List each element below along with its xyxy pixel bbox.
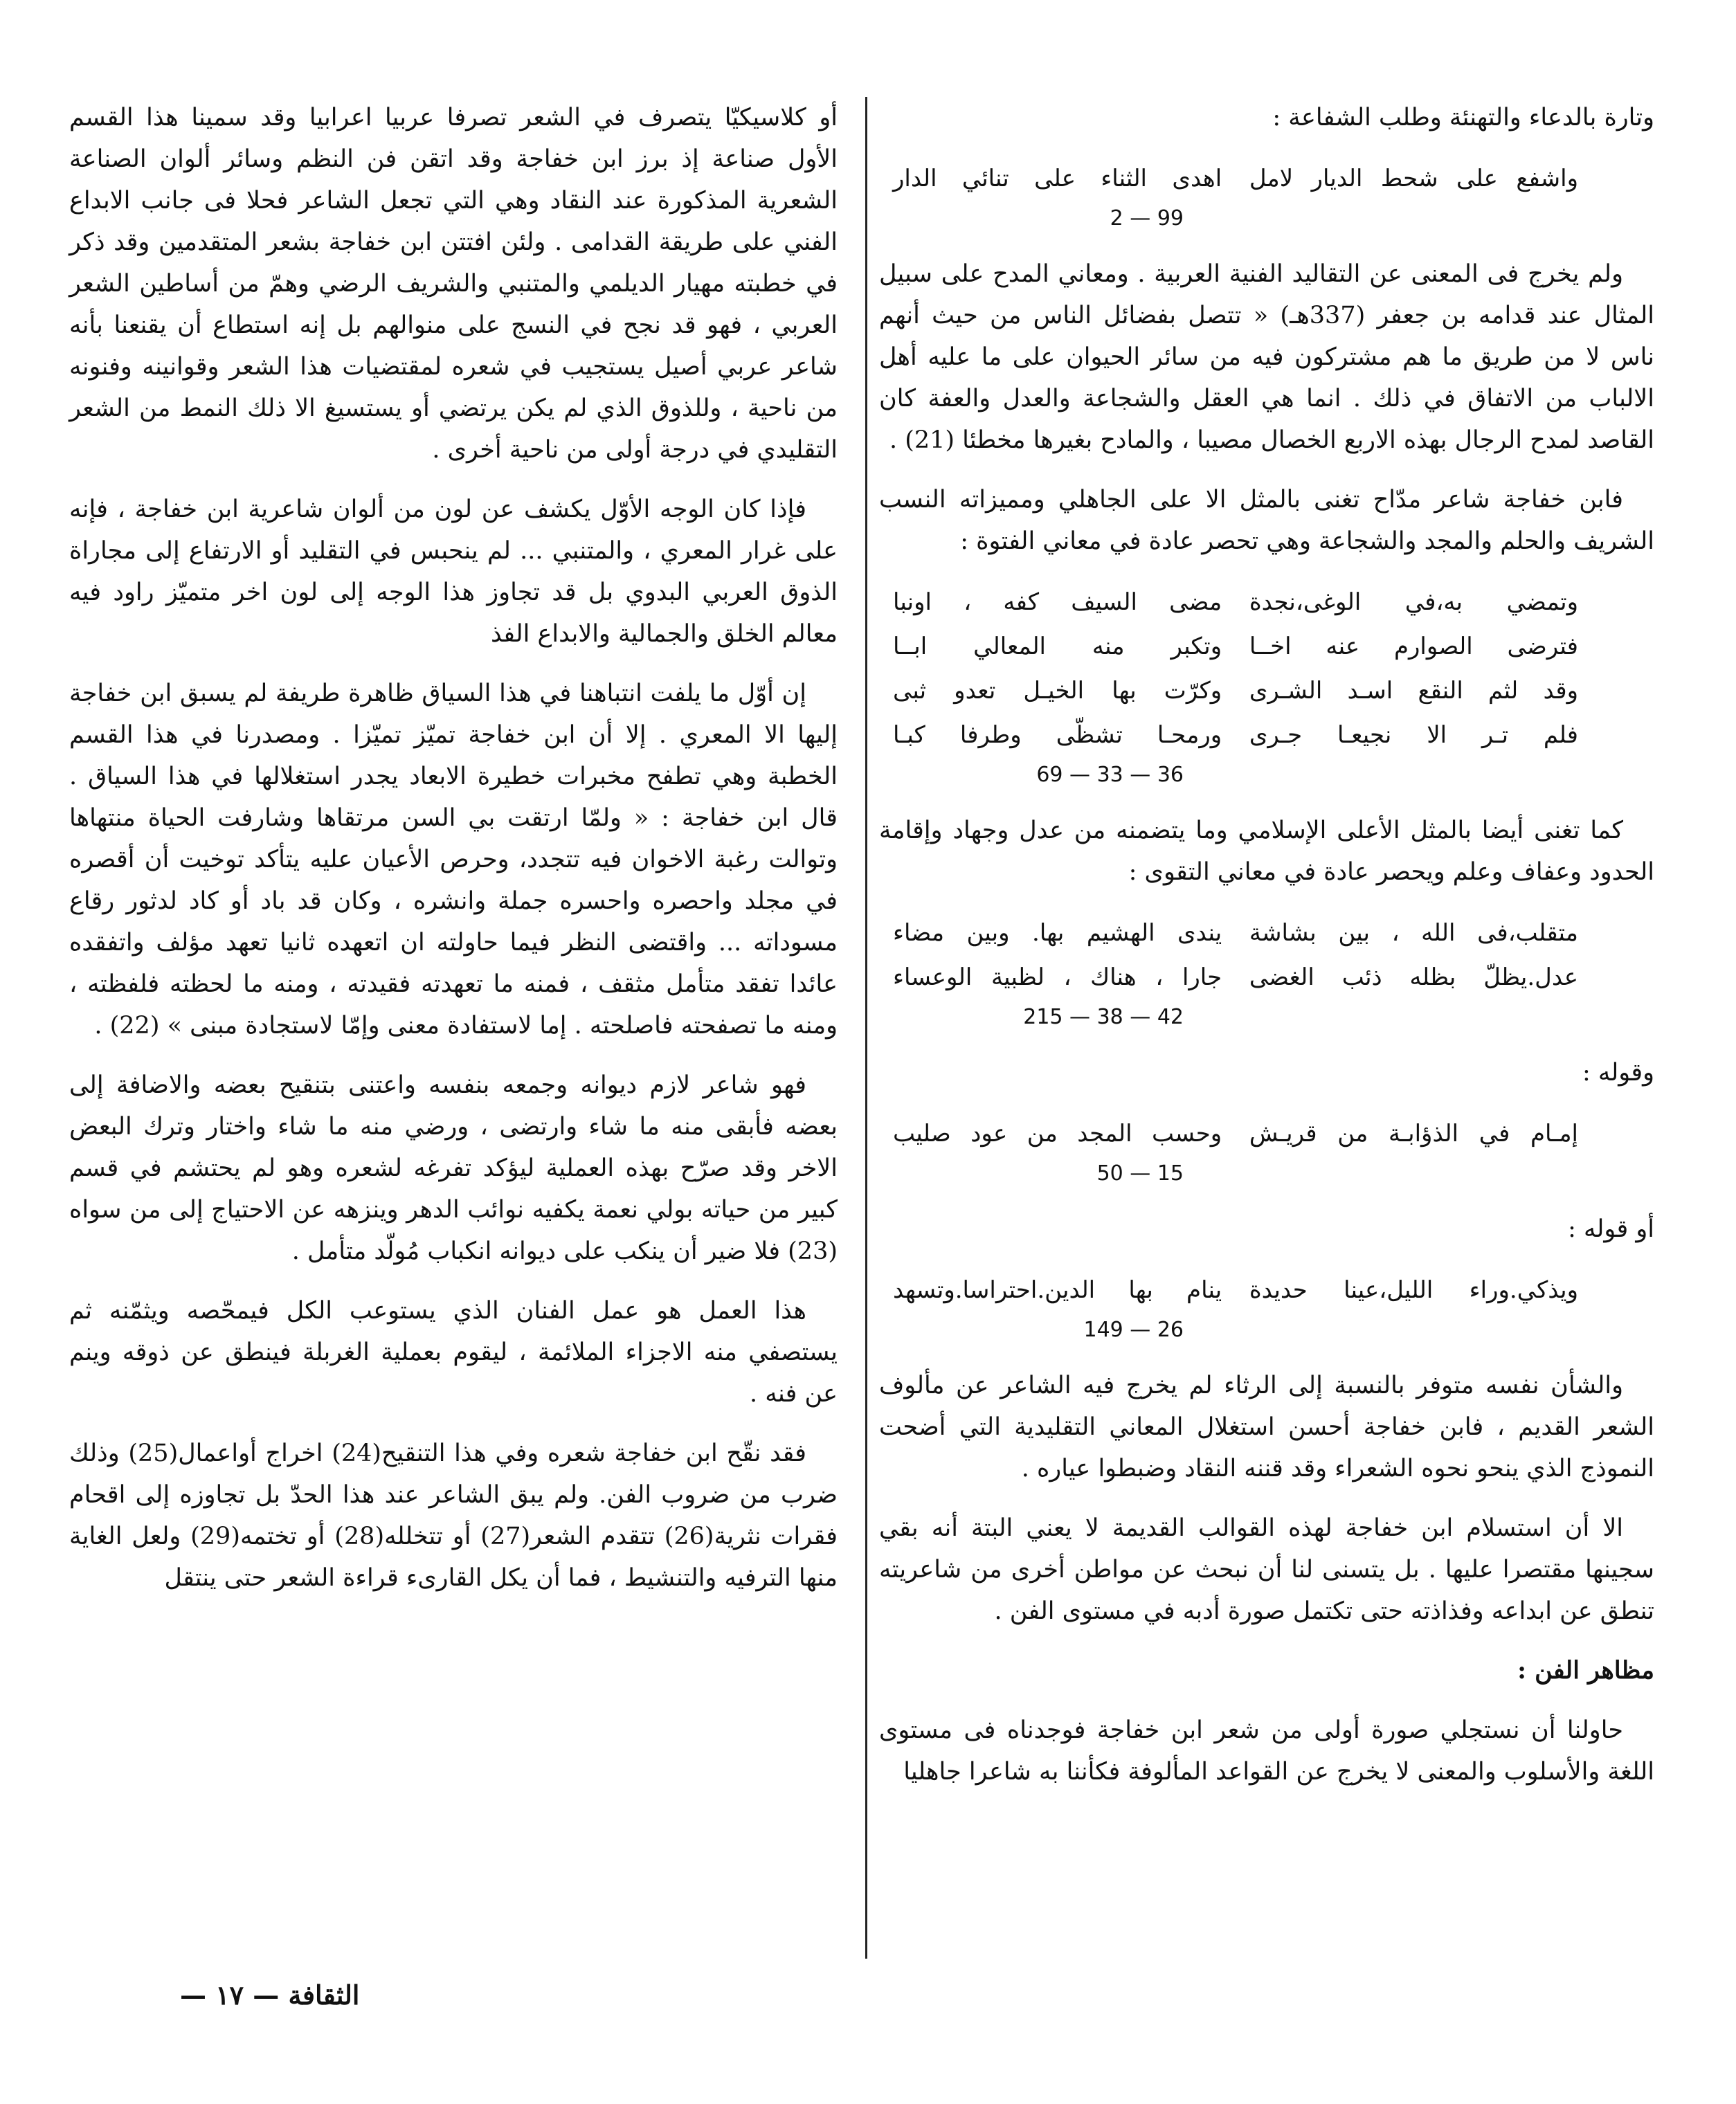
verse-block-1 [879,156,1654,237]
verse-line [879,1112,1654,1156]
verse-hemistich-second: ينام بها الدين.احتراسا.وتسهد [893,1276,1222,1304]
paragraph: فإذا كان الوجه الأوّل يكشف عن لون من ألوان شاعرية ابن خفاجة ، فإنه على غرار المعري ، والمتنبي ... لم ينحبس في التقليد أو الارتفاع إلى مجاراة الذوق العربي البدوي بل قد تجاوز هذا الوجه إلى لون اخر متميّز راود فيه معالم الخلق والجمالية والابداع الفذ [69,496,838,648]
verse-hemistich-second: وحسب المجد من عود صليب [893,1120,1222,1148]
verse-hemistich-first: عدل.يظلّ بظله ذئب الغضى [1249,963,1578,991]
verse-hemistich-second: مضى السيف كفه ، اونبا [893,588,1222,616]
verse-line [879,911,1654,955]
verse-hemistich-second: اهدى الثناء على تنائي الدار [893,165,1222,192]
verse-hemistich-first: واشفع على شحط الديار لامل [1249,165,1578,192]
verse-hemistich-first: فترضى الصوارم عنه اخــا [1249,633,1578,660]
paragraph: هذا العمل هو عمل الفنان الذي يستوعب الكل فيمحّصه ويثمّنه ثم يستصفي منه الاجزاء الملائمة ، ليقوم بعملية الغربلة فينطق عن ذوقه وينم عن فنه . [69,1297,838,1408]
paragraph: فهو شاعر لازم ديوانه وجمعه بنفسه واعتنى بتنقيح بعضه والاضافة إلى بعضه فأبقى منه ما شاء وارتضى ، ورضي منه ما شاء واختار وترك البعض الاخر وقد صرّح بهذه العملية ليؤكد تفرغه لشعره وهو لم يحتشم في قسم كبير من حياته بولي نعمة يكفيه نوائب الدهر وينزهه عن الاحتياج إلى من سواه (23) فلا ضير أن ينكب على ديوانه انكباب مُولّد متأمل . [69,1071,838,1265]
paragraph: والشأن نفسه متوفر بالنسبة إلى الرثاء لم يخرج فيه الشاعر عن مألوف الشعر القديم ، فابن خفاجة أحسن استغلال المعاني التقليدية التي أضحت النموذج الذي ينحو نحوه الشعراء وقد قننه النقاد وضبطوا عياره . [879,1372,1654,1482]
intro-line: وتارة بالدعاء والتهنئة وطلب الشفاعة : [1272,104,1654,132]
right-column [879,97,1654,1811]
paragraph: حاولنا أن نستجلي صورة أولى من شعر ابن خفاجة فوجدناه فى مستوى اللغة والأسلوب والمعنى لا يخرج عن القواعد المألوفة فكأننا به شاعرا جاهليا [879,1716,1654,1786]
verse-hemistich-second: ورمحـا تشظّى وطرفا كبـا [893,721,1222,749]
verse-hemistich-first: ويذكي.وراء الليل،عينا حديدة [1249,1276,1578,1304]
verse-hemistich-first: متقلب،فى الله ، بين بشاشة [1249,919,1578,947]
verse-block-2 [879,580,1654,793]
verse-hemistich-second: وتكبر منه المعالي ابــا [893,633,1222,660]
verse-hemistich-second: جارا ، هناك ، لظبية الوعساء [893,963,1222,991]
paragraph: كما تغنى أيضا بالمثل الأعلى الإسلامي وما يتضمنه من عدل وجهاد وإقامة الحدود وعفاف وعلم ويحصر عادة في معاني التقوى : [879,817,1654,886]
paragraph: ولم يخرج فى المعنى عن التقاليد الفنية العربية . ومعاني المدح على سبيل المثال عند قدامه بن جعفر (337هـ) « تتصل بفضائل الناس من حيث أنهم ناس لا من طريق ما هم مشتركون فيه من سائر الحيوان على ما عليه أهل الالباب من الاتفاق في ذلك . انما هي العقل والشجاعة والعدل والعفة كان القاصد لمدح الرجال بهذه الاربع الخصال مصيبا ، والمادح بغيرها مخطئا (21) . [879,260,1654,454]
verse-block-5 [879,1268,1654,1348]
verse-hemistich-first: وقد لثم النقع اسـد الشـرى [1249,677,1578,705]
verse-hemistich-first: فلم تـر الا نجيعـا جـرى [1249,721,1578,749]
verse-reference: 69 — 33 — 36 [1036,763,1184,787]
section-heading: مظاهر الفن : [1517,1656,1654,1685]
verse-hemistich-second: وكرّت بها الخيـل تعدو ثبى [893,677,1222,705]
paragraph: فقد نقّح ابن خفاجة شعره وفي هذا التنقيح(24) اخراج أواعمال(25) وذلك ضرب من ضروب الفن. ولم يبق الشاعر عند هذا الحدّ بل تجاوزه إلى اقحام فقرات نثرية(26) تتقدم الشعر(27) أو تتخلله(28) أو تختمه(29) ولعل الغاية منها الترفيه والتنشيط ، فما أن يكل القارىء قراءة الشعر حتى ينتقل [69,1440,838,1592]
quote-label: أو قوله : [1568,1215,1654,1243]
verse-reference: 2 — 99 [1110,206,1184,230]
verse-block-3 [879,911,1654,1035]
verse-hemistich-second: يندى الهشيم بها. وبين مضاء [893,919,1222,947]
paragraph: إن أوّل ما يلفت انتباهنا في هذا السياق ظاهرة طريفة لم يسبق ابن خفاجة إليها الا المعري . إلا أن ابن خفاجة تميّز تميّزا . ومصدرنا في هذا القسم الخطبة وهي تطفح مخبرات خطيرة الابعاد يجدر استغلالها في هذا السياق . قال ابن خفاجة : « ولمّا ارتقت بي السن مرتقاها وشارفت الحياة منتهاها وتوالت رغبة الاخوان فيه تتجدد، وحرص الأعيان عليه يتأكد توخيت أن أقصره في مجلد واحصره واحسره جملة وانشره ، وكان قد باد أو كاد لدثور رقاع مسوداته ... واقتضى النظر فيما حاولته ان اتعهده ثانيا تعهد مؤلف واتفقده عائدا تفقد متأمل مثقف ، فمنه ما تعهدته فقيدته ، ومنه ما لحظته فلفظته ، ومنه ما تصفحته فاصلحته . إما لاستفادة معنى وإمّا لاستجادة مبنى » (22) . [69,680,838,1040]
page-footer: الثقافة — ١٧ — [180,1979,360,2011]
verse-hemistich-first: وتمضي به،في الوغى،نجدة [1249,588,1578,616]
verse-line [879,624,1654,669]
verse-block-4 [879,1112,1654,1192]
paragraph: الا أن استسلام ابن خفاجة لهذه القوالب القديمة لا يعني البتة أنه بقي سجينها مقتصرا عليها . بل يتسنى لنا أن نبحث عن مواطن أخرى من شاعريته تنطق عن ابداعه وفذاذته حتى تكتمل صورة أدبه في مستوى الفن . [879,1514,1654,1625]
verse-hemistich-first: إمـام في الذؤابـة من قريـش [1249,1120,1578,1148]
verse-line [879,669,1654,713]
verse-line [879,156,1654,201]
verse-line [879,1268,1654,1312]
verse-reference: 50 — 15 [1096,1161,1184,1186]
verse-line [879,713,1654,757]
column-divider [865,97,867,1959]
paragraph: أو كلاسيكيّا يتصرف في الشعر تصرفا عربيا اعرابيا وقد سمينا هذا القسم الأول صناعة إذ برز ابن خفاجة وقد اتقن فن النظم وسائر ألوان الصناعة الشعرية المذكورة عند النقاد وهي التي تجعل الشاعر فحلا فى جانب الابداع الفني على طريقة القدامى . ولئن افتتن ابن خفاجة بشعر المتقدمين وقد ذكر في خطبته مهيار الديلمي والمتنبي والشريف الرضي وهمّ من أساطين الشعر العربي ، فهو قد نجح في النسج على منوالهم بل إنه استطاع أن يقنعنا بأنه شاعر عربي أصيل يستجيب في شعره لمقتضيات هذا الشعر وقوانينه وفنونه من ناحية ، وللذوق الذي لم يكن يرتضي أو يستسيغ الا ذلك النمط من الشعر التقليدي في درجة أولى من ناحية أخرى . [69,104,838,464]
left-column [69,97,838,1617]
quote-label: وقوله : [1582,1059,1654,1087]
paragraph: فابن خفاجة شاعر مدّاح تغنى بالمثل الا على الجاهلي ومميزاته النسب الشريف والحلم والمجد والشجاعة وهي تحصر عادة في معاني الفتوة : [879,486,1654,555]
verse-line [879,955,1654,999]
verse-reference: 215 — 38 — 42 [1023,1005,1184,1029]
verse-line [879,580,1654,624]
verse-reference: 149 — 26 [1083,1318,1184,1342]
